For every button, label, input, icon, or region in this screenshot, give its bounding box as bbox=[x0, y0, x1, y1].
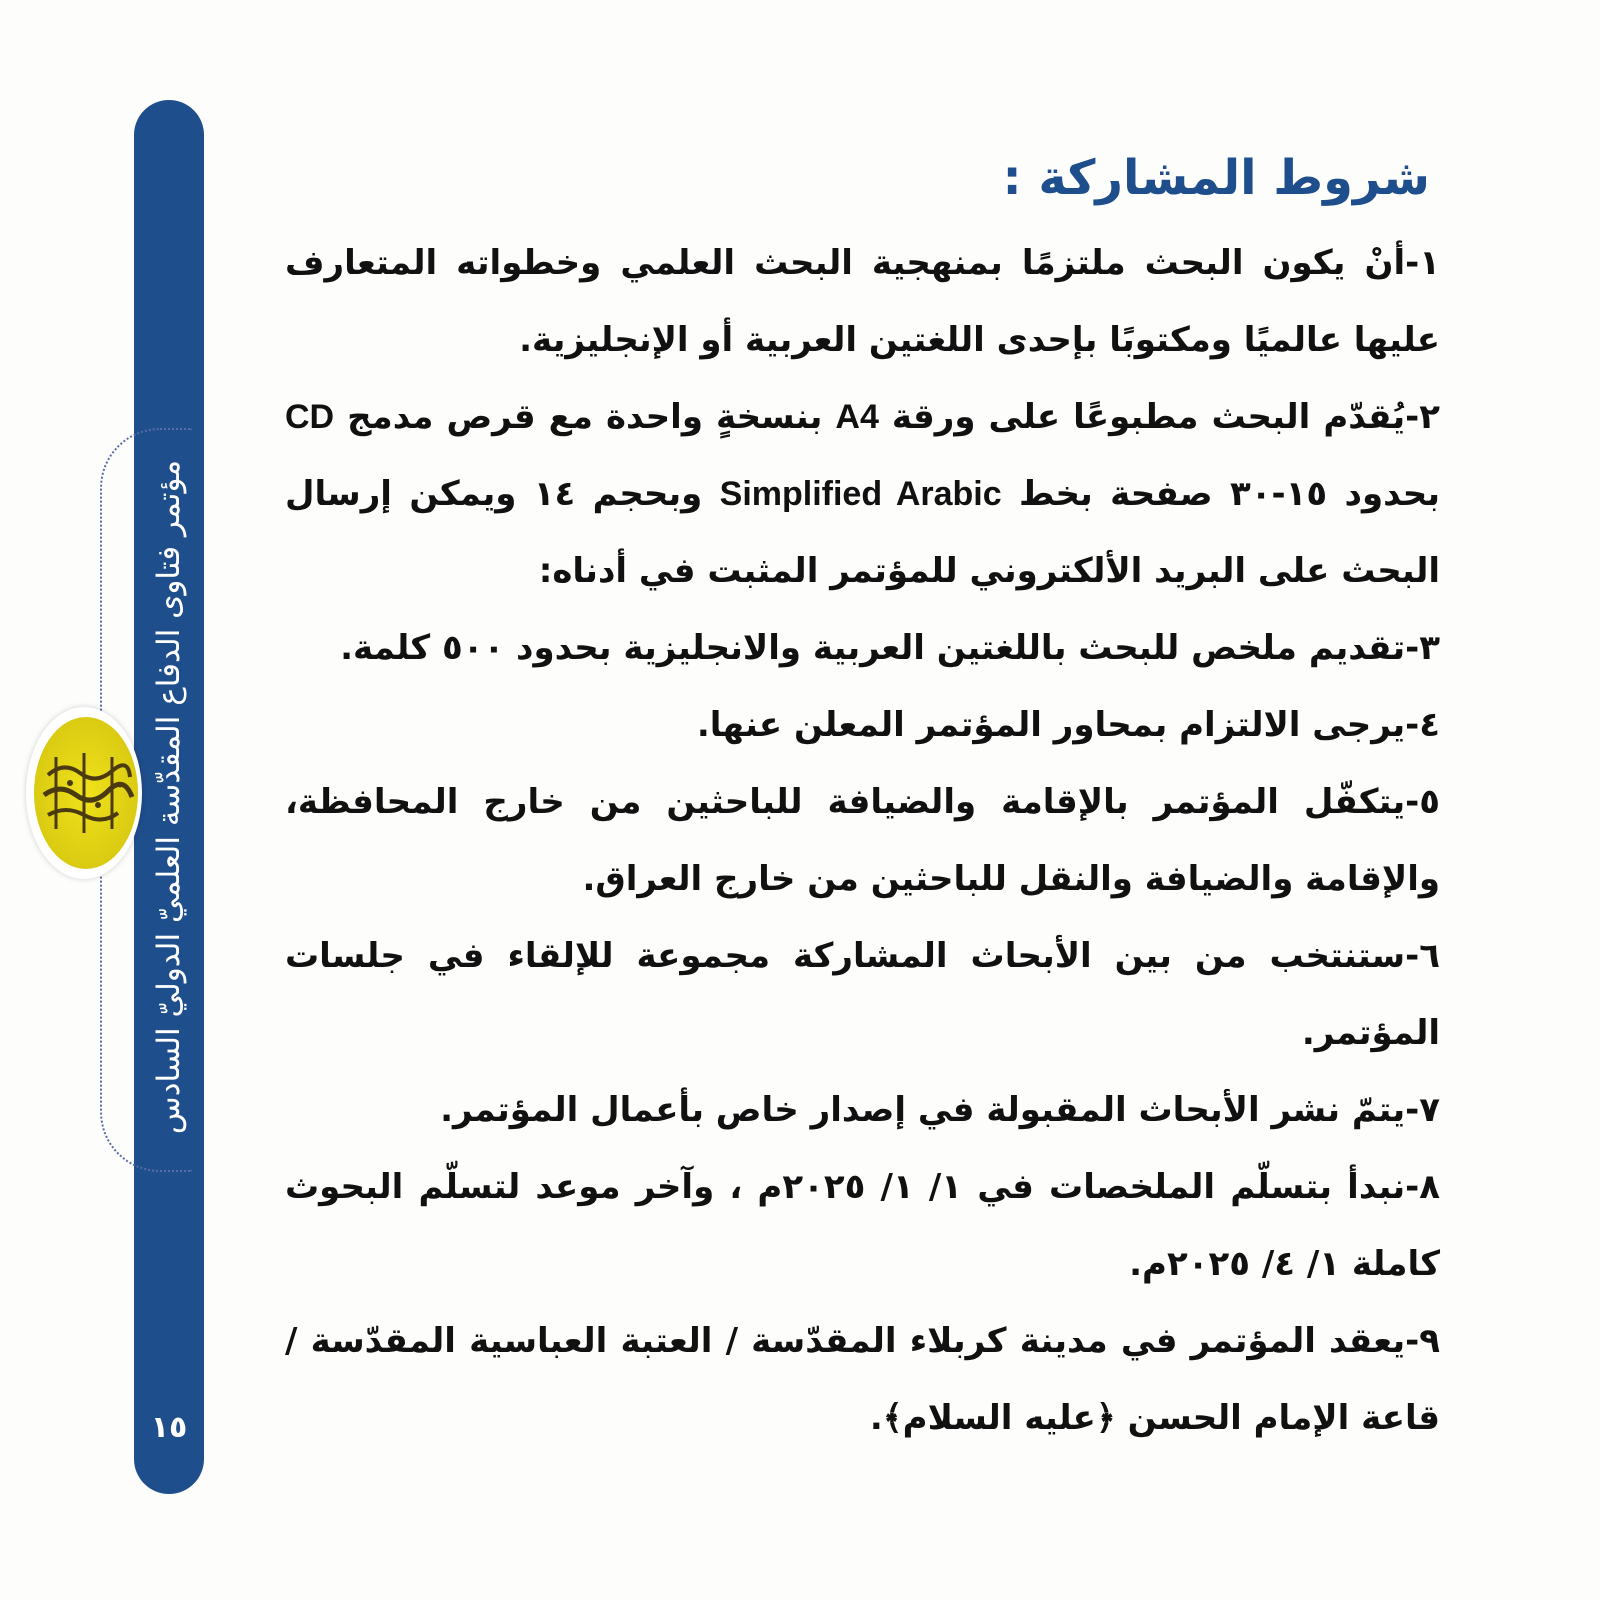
conditions-section bbox=[285, 140, 1440, 1457]
condition-item-6: ٦-ستنتخب من بين الأبحاث المشاركة مجموعة للإلقاء في جلسات المؤتمر. bbox=[285, 935, 1440, 1053]
condition-item-5: ٥-يتكفّل المؤتمر بالإقامة والضيافة للباحثين من خارج المحافظة، والإقامة والضيافة والنقل للباحثين من خارج العراق. bbox=[285, 781, 1440, 899]
condition-item-3: ٣-تقديم ملخص للبحث باللغتين العربية والانجليزية بحدود ٥٠٠ كلمة. bbox=[340, 627, 1440, 668]
condition-item-9: ٩-يعقد المؤتمر في مدينة كربلاء المقدّسة / العتبة العباسية المقدّسة / قاعة الإمام الحسن ﴿عليه السلام﴾. bbox=[285, 1320, 1440, 1438]
page-number: ١٥ bbox=[150, 1410, 188, 1445]
condition-item-8: ٨-نبدأ بتسلّم الملخصات في ١/ ١/ ٢٠٢٥م ، وآخر موعد لتسلّم البحوث كاملة ١/ ٤/ ٢٠٢٥م. bbox=[285, 1166, 1440, 1284]
font-name: Simplified Arabic bbox=[719, 474, 1002, 513]
condition-item-2 bbox=[285, 379, 1440, 610]
condition-2-text-a: ٢-يُقدّم البحث مطبوعًا على ورقة bbox=[891, 396, 1440, 437]
condition-2-text-b: بنسخةٍ واحدة مع قرص مدمج bbox=[347, 396, 823, 437]
cd-label: CD bbox=[285, 397, 335, 436]
logo-emblem-icon bbox=[34, 717, 138, 869]
condition-2-text-c: بحدود ١٥-٣٠ صفحة بخط bbox=[1019, 473, 1440, 514]
condition-item-1: ١-أنْ يكون البحث ملتزمًا بمنهجية البحث العلمي وخطواته المتعارف عليها عالميًا ومكتوبًا بإحدى اللغتين العربية أو الإنجليزية. bbox=[285, 242, 1440, 360]
page-title: شروط المشاركة : bbox=[1002, 150, 1430, 206]
conference-title: مؤتمر فتاوى الدفاع المقدّسة العلميّ الدوليّ السادس bbox=[151, 459, 187, 1135]
condition-item-7: ٧-يتمّ نشر الأبحاث المقبولة في إصدار خاص بأعمال المؤتمر. bbox=[440, 1089, 1440, 1130]
paper-size: A4 bbox=[835, 397, 879, 436]
condition-2-text-d: وبحجم ١٤ ويمكن إرسال البحث على البريد الألكتروني للمؤتمر المثبت في أدناه: bbox=[285, 473, 1440, 591]
condition-item-4: ٤-يرجى الالتزام بمحاور المؤتمر المعلن عنها. bbox=[696, 704, 1440, 745]
